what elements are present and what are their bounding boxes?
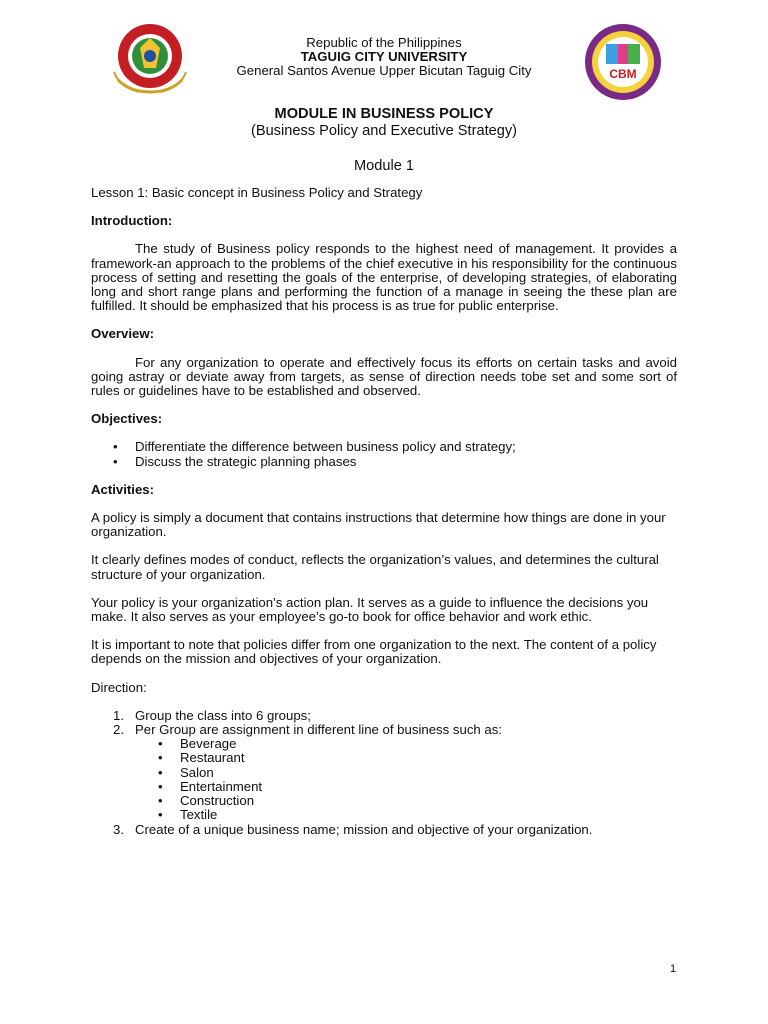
list-item: • Restaurant xyxy=(135,751,677,765)
list-item: • Textile xyxy=(135,808,677,822)
step-text: Group the class into 6 groups; xyxy=(135,707,311,723)
list-item: • Discuss the strategic planning phases xyxy=(91,455,677,469)
overview-text: For any organization to operate and effectively focus its efforts on certain tasks and avoid going astray or deviate away from targets, as sense of direction needs tobe set and some sort of rules or guidelines have to be established and observed. xyxy=(91,354,677,399)
activity-paragraph: It clearly defines modes of conduct, reflects the organization’s values, and determines the cultural structure of your organization. xyxy=(91,552,659,582)
list-item xyxy=(91,723,677,822)
introduction-text: The study of Business policy responds to the highest need of management. It provides a framework-an approach to the problems of the chief executive in his responsibility for the continuous process of setting and resetting the goals of the enterprise, of developing strategies, of elaborating long and short range plans and performing the function of a manage in seeing the these plan are fulfilled. It should be emphasized that his process is as true for public enterprise. xyxy=(91,241,677,314)
module-body xyxy=(91,186,677,837)
module-number: Module 1 xyxy=(353,158,415,174)
page-number: 1 xyxy=(670,963,677,975)
activities-heading: Activities: xyxy=(91,481,155,497)
direction-heading: Direction: xyxy=(91,679,147,695)
step-number: 2. xyxy=(113,722,124,738)
step-text: Per Group are assignment in different line of business such as: xyxy=(135,722,503,738)
module-subtitle: (Business Policy and Executive Strategy) xyxy=(250,123,518,139)
republic-line: Republic of the Philippines xyxy=(306,35,462,50)
list-item: • Beverage xyxy=(135,737,677,751)
list-item xyxy=(91,709,677,723)
overview-heading: Overview: xyxy=(91,326,155,342)
list-item xyxy=(91,823,677,837)
activity-paragraph: It is important to note that policies differ from one organization to the next. The content of a policy depends on the mission and objectives of your organization. xyxy=(91,637,657,667)
list-item: • Differentiate the difference between business policy and strategy; xyxy=(91,440,677,454)
activity-paragraph: Your policy is your organization’s action plan. It serves as a guide to influence the decisions you make. It also serves as your employee’s go-to book for office behavior and work ethic. xyxy=(91,594,649,625)
direction-steps xyxy=(91,709,677,837)
list-item: • Entertainment xyxy=(135,780,677,794)
step-number: 1. xyxy=(113,707,124,723)
letterhead xyxy=(180,36,588,78)
list-item: • Construction xyxy=(135,794,677,808)
college-seal-logo xyxy=(582,22,664,102)
lesson-title: Lesson 1: Basic concept in Business Policy and Strategy xyxy=(91,185,423,200)
list-item: • Salon xyxy=(135,766,677,780)
university-name: TAGUIG CITY UNIVERSITY xyxy=(300,49,468,64)
module-titles xyxy=(0,106,768,175)
introduction-heading: Introduction: xyxy=(91,213,173,229)
module-main-title: MODULE IN BUSINESS POLICY xyxy=(274,106,494,122)
activity-paragraph: A policy is simply a document that contains instructions that determine how things are done in your organization. xyxy=(91,510,666,540)
objectives-heading: Objectives: xyxy=(91,411,163,427)
university-address: General Santos Avenue Upper Bicutan Taguig City xyxy=(236,63,532,78)
step-text: Create of a unique business name; mission and objective of your organization. xyxy=(135,821,593,837)
objectives-list xyxy=(91,440,677,468)
step-number: 3. xyxy=(113,821,124,837)
cbm-abbr: CBM xyxy=(609,67,637,81)
business-lines-list xyxy=(135,737,677,822)
